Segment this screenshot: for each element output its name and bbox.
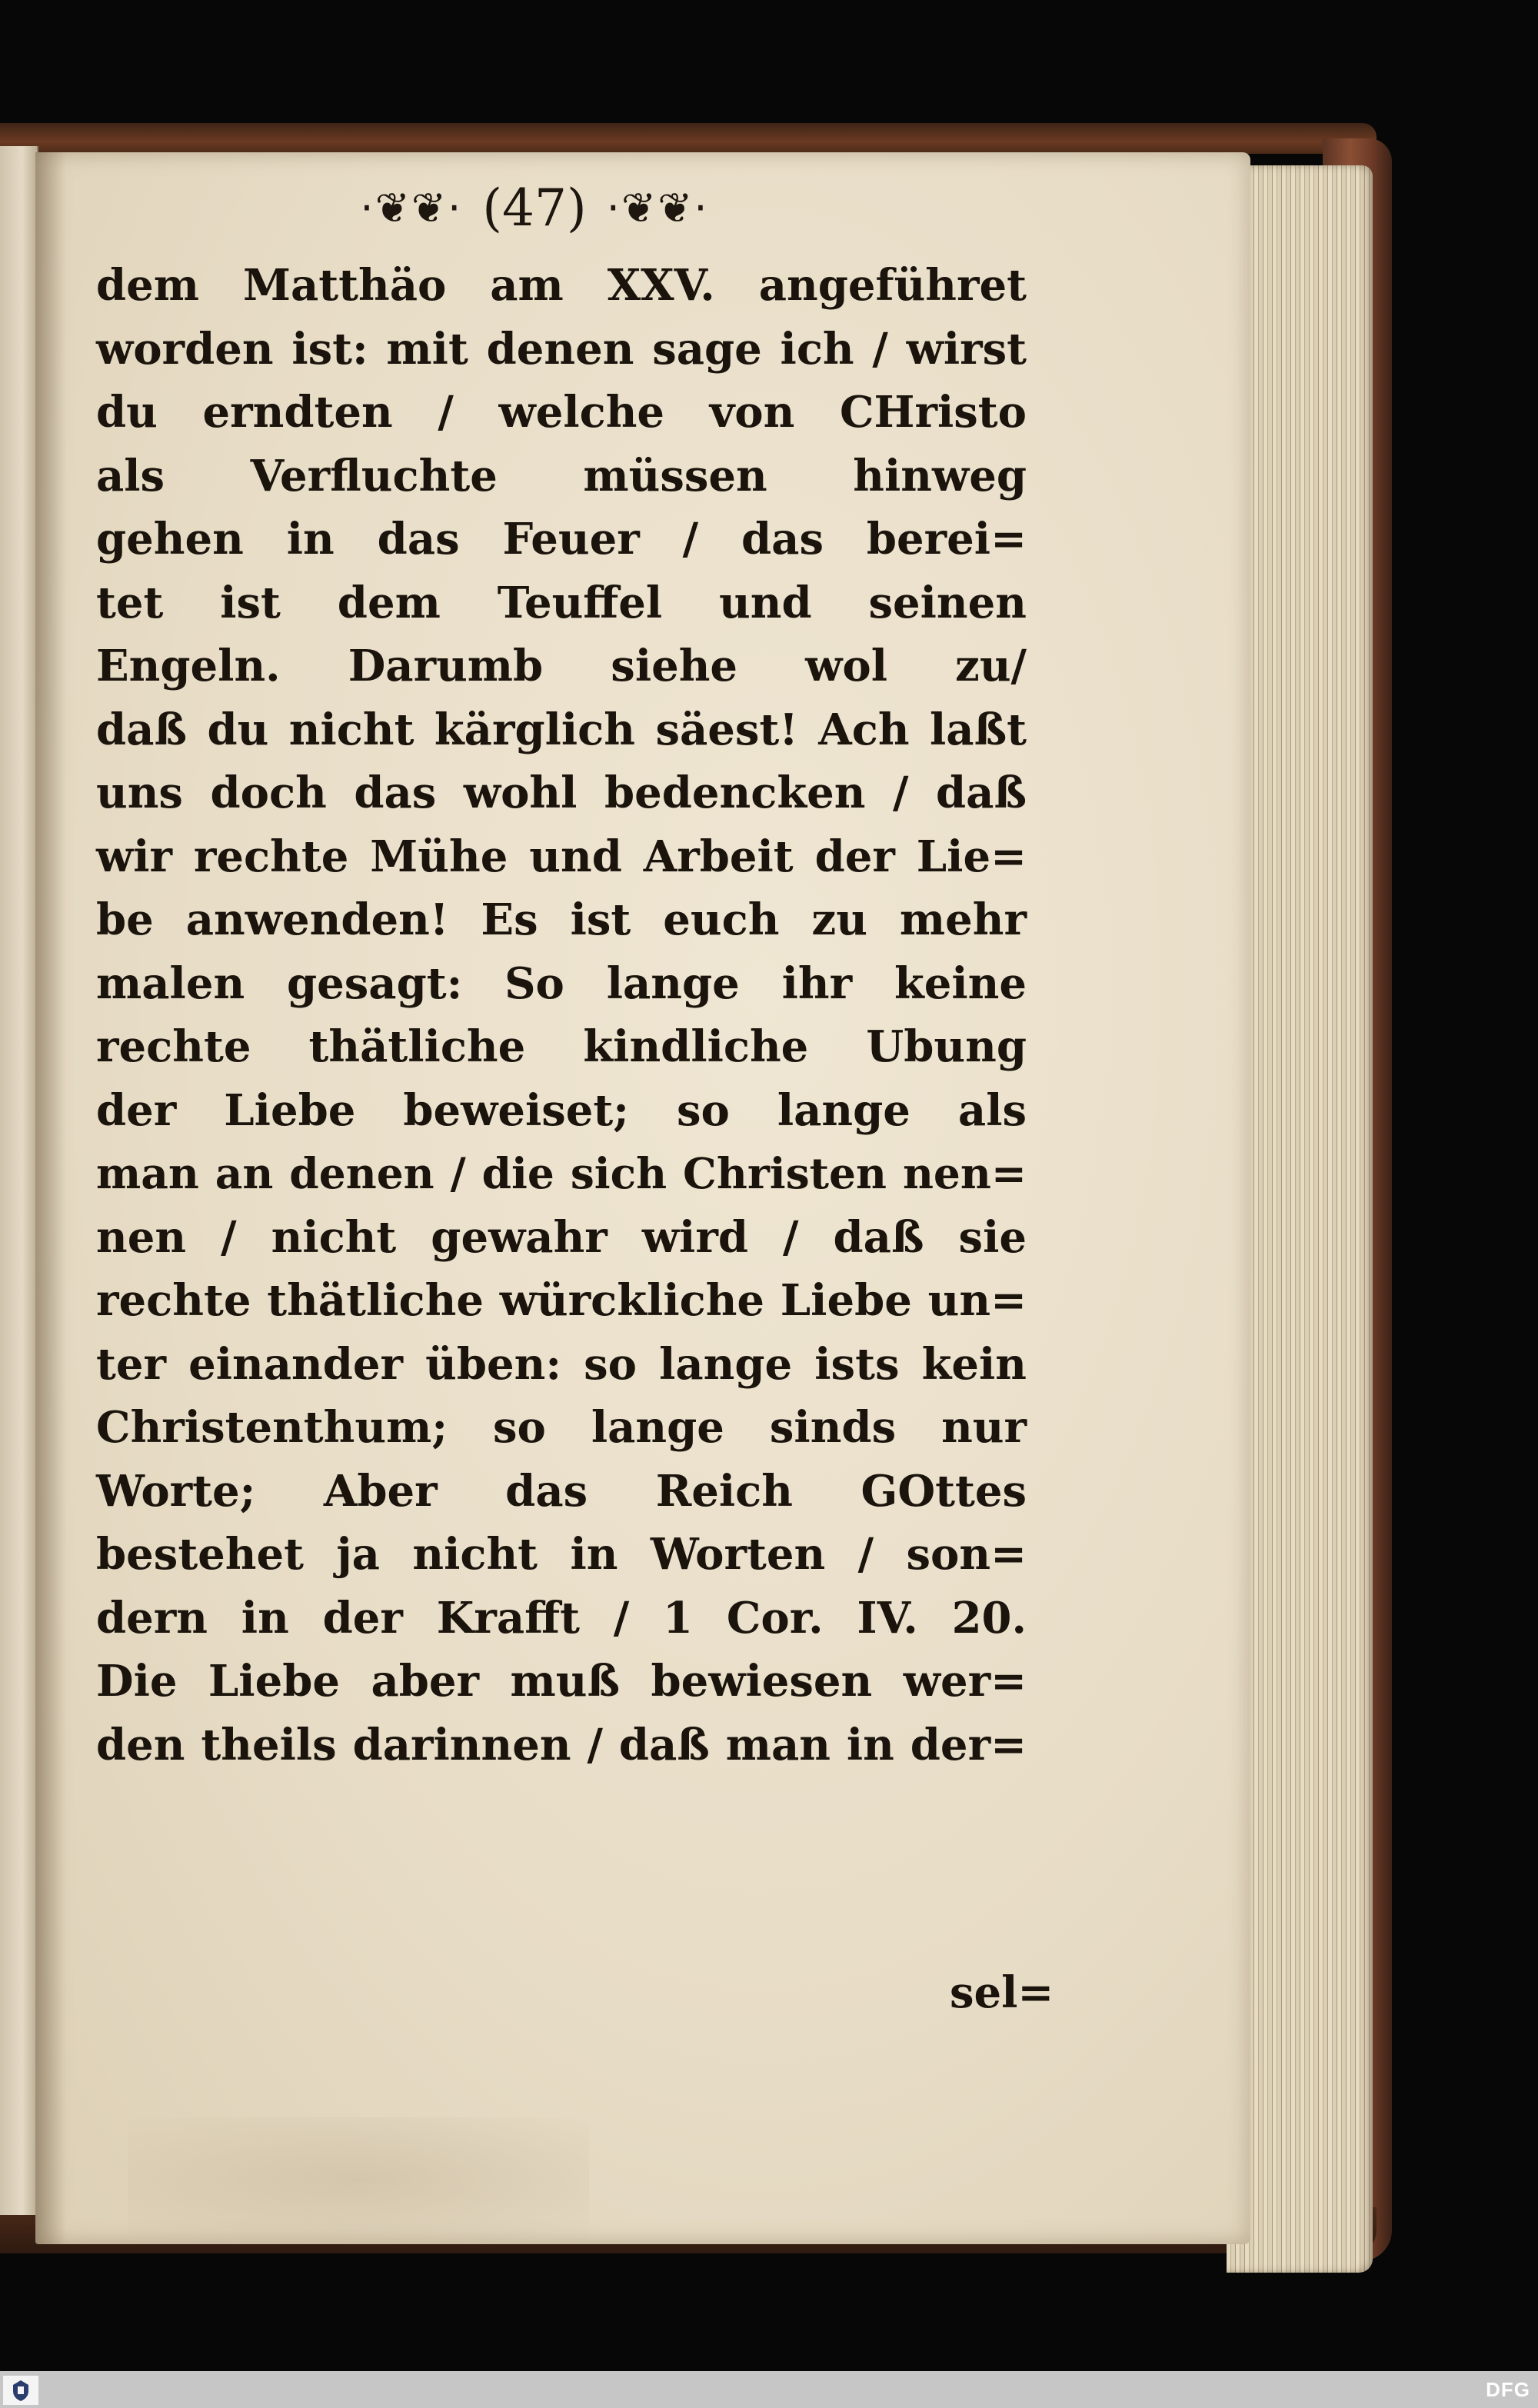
ink-bleed-through (128, 2117, 589, 2240)
text-line: dern in der Krafft / 1 Cor. IV. 20. (96, 1592, 1027, 1644)
text-line: gehen in das Feuer / das berei= (96, 514, 1027, 565)
viewer-footer (0, 2371, 1538, 2408)
text-line: uns doch das wohl bedencken / daß (96, 768, 1027, 818)
text-line: wir rechte Mühe und Arbeit der Lie= (96, 831, 1027, 882)
text-line: man an denen / die sich Christen nen= (96, 1148, 1027, 1198)
text-line: rechte thätliche kindliche Ubung (96, 1021, 1027, 1072)
text-line: Engeln. Darumb siehe wol zu/ (96, 641, 1027, 691)
text-line: dem Matthäo am XXV. angeführet (96, 260, 1027, 311)
text-line: als Verfluchte müssen hinweg (96, 450, 1027, 501)
page-header (304, 165, 765, 250)
text-line: der Liebe beweiset; so lange als (96, 1084, 1027, 1136)
text-line: worden ist: mit denen sage ich / wirst (96, 323, 1027, 375)
text-line: den theils darinnen / daß man in der= (96, 1719, 1027, 1770)
text-line: be anwenden! Es ist euch zu mehr (96, 894, 1027, 945)
text-line: tet ist dem Teuffel und seinen (96, 577, 1027, 628)
facing-page-edge (0, 146, 38, 2215)
text-line: nen / nicht gewahr wird / daß sie (96, 1211, 1027, 1263)
ornament-left: ·❦❦· (360, 183, 463, 232)
dfg-label: DFG (1486, 2378, 1530, 2401)
page-number: (47) (482, 178, 587, 238)
text-line: rechte thätliche würckliche Liebe un= (96, 1275, 1027, 1326)
text-line: Die Liebe aber muß bewiesen wer= (96, 1656, 1027, 1707)
text-line: malen gesagt: So lange ihr keine (96, 958, 1027, 1009)
text-line: du erndten / welche von CHristo (96, 387, 1027, 438)
text-line: Christenthum; so lange sinds nur (96, 1402, 1027, 1453)
text-line: bestehet ja nicht in Worten / son= (96, 1529, 1027, 1580)
text-line: ter einander üben: so lange ists kein (96, 1338, 1027, 1390)
book-cover-top (0, 123, 1377, 154)
text-line: Worte; Aber das Reich GOttes (96, 1465, 1027, 1517)
catchword: sel= (950, 1967, 1054, 2018)
text-line: daß du nicht kärglich säest! Ach laßt (96, 704, 1027, 755)
gutter-shadow (35, 152, 66, 2244)
ornament-right: ·❦❦· (606, 183, 709, 232)
body-text (96, 254, 1027, 1777)
library-crest-icon (3, 2376, 38, 2405)
